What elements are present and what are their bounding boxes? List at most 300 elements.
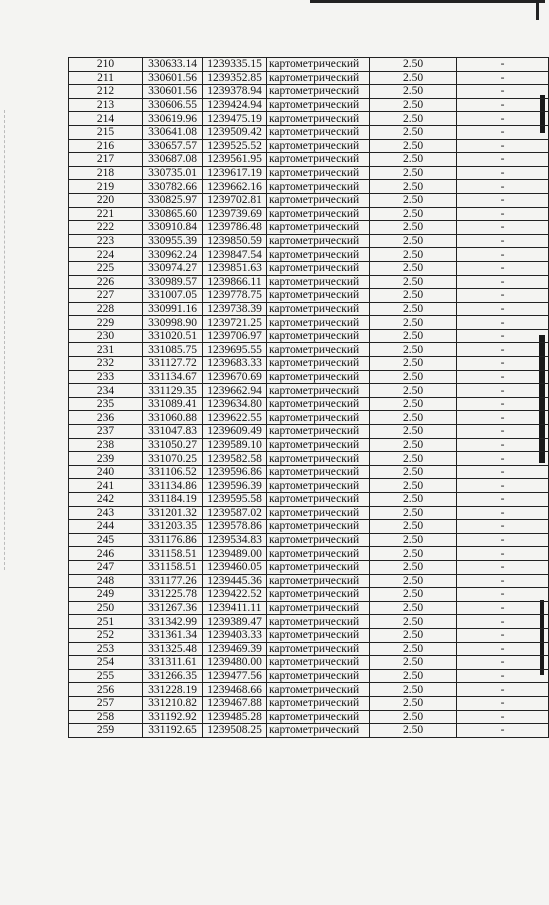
accuracy-cell: 2.50 [370,656,457,670]
accuracy-cell: 2.50 [370,601,457,615]
method-cell: картометрический [267,275,370,289]
accuracy-cell: 2.50 [370,125,457,139]
point-number-cell: 254 [69,656,143,670]
accuracy-cell: 2.50 [370,261,457,275]
method-cell: картометрический [267,112,370,126]
table-row [69,180,549,194]
table-row [69,397,549,411]
coordinates-table-body [69,58,549,738]
y-coordinate-cell: 1239534.83 [203,533,267,547]
y-coordinate-cell: 1239468.66 [203,683,267,697]
table-row [69,166,549,180]
method-cell: картометрический [267,642,370,656]
description-cell: - [457,180,549,194]
description-cell: - [457,112,549,126]
x-coordinate-cell: 331158.51 [143,560,203,574]
x-coordinate-cell: 331342.99 [143,615,203,629]
method-cell: картометрический [267,533,370,547]
description-cell: - [457,560,549,574]
accuracy-cell: 2.50 [370,275,457,289]
description-cell: - [457,71,549,85]
point-number-cell: 230 [69,329,143,343]
point-number-cell: 214 [69,112,143,126]
x-coordinate-cell: 330955.39 [143,234,203,248]
method-cell: картометрический [267,438,370,452]
x-coordinate-cell: 330601.56 [143,71,203,85]
description-cell: - [457,601,549,615]
description-cell: - [457,153,549,167]
y-coordinate-cell: 1239850.59 [203,234,267,248]
point-number-cell: 222 [69,221,143,235]
method-cell: картометрический [267,615,370,629]
table-row [69,493,549,507]
accuracy-cell: 2.50 [370,533,457,547]
description-cell: - [457,248,549,262]
y-coordinate-cell: 1239508.25 [203,724,267,738]
y-coordinate-cell: 1239469.39 [203,642,267,656]
x-coordinate-cell: 331267.36 [143,601,203,615]
method-cell: картометрический [267,452,370,466]
method-cell: картометрический [267,166,370,180]
x-coordinate-cell: 331060.88 [143,411,203,425]
method-cell: картометрический [267,506,370,520]
method-cell: картометрический [267,139,370,153]
y-coordinate-cell: 1239739.69 [203,207,267,221]
accuracy-cell: 2.50 [370,465,457,479]
point-number-cell: 226 [69,275,143,289]
point-number-cell: 251 [69,615,143,629]
y-coordinate-cell: 1239596.39 [203,479,267,493]
point-number-cell: 235 [69,397,143,411]
table-row [69,370,549,384]
method-cell: картометрический [267,234,370,248]
accuracy-cell: 2.50 [370,669,457,683]
description-cell: - [457,329,549,343]
table-row [69,615,549,629]
point-number-cell: 237 [69,425,143,439]
method-cell: картометрический [267,384,370,398]
description-cell: - [457,574,549,588]
method-cell: картометрический [267,479,370,493]
y-coordinate-cell: 1239445.36 [203,574,267,588]
accuracy-cell: 2.50 [370,397,457,411]
description-cell: - [457,357,549,371]
description-cell: - [457,710,549,724]
method-cell: картометрический [267,601,370,615]
point-number-cell: 252 [69,628,143,642]
table-row [69,98,549,112]
description-cell: - [457,588,549,602]
table-row [69,234,549,248]
point-number-cell: 211 [69,71,143,85]
accuracy-cell: 2.50 [370,438,457,452]
y-coordinate-cell: 1239786.48 [203,221,267,235]
y-coordinate-cell: 1239424.94 [203,98,267,112]
x-coordinate-cell: 331047.83 [143,425,203,439]
description-cell: - [457,125,549,139]
table-row [69,533,549,547]
y-coordinate-cell: 1239721.25 [203,316,267,330]
table-row [69,710,549,724]
table-row [69,329,549,343]
y-coordinate-cell: 1239352.85 [203,71,267,85]
accuracy-cell: 2.50 [370,683,457,697]
method-cell: картометрический [267,574,370,588]
table-row [69,438,549,452]
accuracy-cell: 2.50 [370,207,457,221]
x-coordinate-cell: 331158.51 [143,547,203,561]
method-cell: картометрический [267,71,370,85]
point-number-cell: 234 [69,384,143,398]
y-coordinate-cell: 1239460.05 [203,560,267,574]
point-number-cell: 236 [69,411,143,425]
point-number-cell: 248 [69,574,143,588]
description-cell: - [457,696,549,710]
method-cell: картометрический [267,683,370,697]
accuracy-cell: 2.50 [370,588,457,602]
point-number-cell: 240 [69,465,143,479]
table-row [69,411,549,425]
accuracy-cell: 2.50 [370,425,457,439]
method-cell: картометрический [267,261,370,275]
description-cell: - [457,316,549,330]
table-row [69,465,549,479]
x-coordinate-cell: 331129.35 [143,384,203,398]
table-row [69,560,549,574]
table-row [69,248,549,262]
point-number-cell: 259 [69,724,143,738]
table-row [69,221,549,235]
method-cell: картометрический [267,520,370,534]
description-cell: - [457,343,549,357]
x-coordinate-cell: 331325.48 [143,642,203,656]
accuracy-cell: 2.50 [370,316,457,330]
method-cell: картометрический [267,724,370,738]
table-row [69,112,549,126]
x-coordinate-cell: 331134.86 [143,479,203,493]
description-cell: - [457,547,549,561]
point-number-cell: 253 [69,642,143,656]
table-row [69,683,549,697]
x-coordinate-cell: 331192.65 [143,724,203,738]
x-coordinate-cell: 331228.19 [143,683,203,697]
y-coordinate-cell: 1239467.88 [203,696,267,710]
point-number-cell: 241 [69,479,143,493]
point-number-cell: 255 [69,669,143,683]
method-cell: картометрический [267,547,370,561]
x-coordinate-cell: 331089.41 [143,397,203,411]
point-number-cell: 231 [69,343,143,357]
method-cell: картометрический [267,628,370,642]
accuracy-cell: 2.50 [370,547,457,561]
y-coordinate-cell: 1239706.97 [203,329,267,343]
table-row [69,588,549,602]
table-row [69,384,549,398]
x-coordinate-cell: 330962.24 [143,248,203,262]
y-coordinate-cell: 1239477.56 [203,669,267,683]
y-coordinate-cell: 1239578.86 [203,520,267,534]
table-row [69,479,549,493]
accuracy-cell: 2.50 [370,248,457,262]
description-cell: - [457,520,549,534]
accuracy-cell: 2.50 [370,234,457,248]
description-cell: - [457,397,549,411]
y-coordinate-cell: 1239589.10 [203,438,267,452]
x-coordinate-cell: 330991.16 [143,302,203,316]
point-number-cell: 258 [69,710,143,724]
y-coordinate-cell: 1239561.95 [203,153,267,167]
x-coordinate-cell: 331184.19 [143,493,203,507]
accuracy-cell: 2.50 [370,343,457,357]
description-cell: - [457,628,549,642]
accuracy-cell: 2.50 [370,642,457,656]
table-row [69,316,549,330]
method-cell: картометрический [267,248,370,262]
x-coordinate-cell: 331311.61 [143,656,203,670]
method-cell: картометрический [267,193,370,207]
coordinates-table [68,57,549,738]
accuracy-cell: 2.50 [370,615,457,629]
x-coordinate-cell: 330601.56 [143,85,203,99]
y-coordinate-cell: 1239403.33 [203,628,267,642]
accuracy-cell: 2.50 [370,98,457,112]
accuracy-cell: 2.50 [370,574,457,588]
table-row [69,574,549,588]
description-cell: - [457,479,549,493]
description-cell: - [457,85,549,99]
x-coordinate-cell: 330782.66 [143,180,203,194]
accuracy-cell: 2.50 [370,329,457,343]
description-cell: - [457,302,549,316]
x-coordinate-cell: 331050.27 [143,438,203,452]
x-coordinate-cell: 331127.72 [143,357,203,371]
method-cell: картометрический [267,425,370,439]
accuracy-cell: 2.50 [370,452,457,466]
method-cell: картометрический [267,656,370,670]
description-cell: - [457,465,549,479]
point-number-cell: 229 [69,316,143,330]
description-cell: - [457,615,549,629]
y-coordinate-cell: 1239587.02 [203,506,267,520]
description-cell: - [457,275,549,289]
scan-edge-line [310,0,545,3]
y-coordinate-cell: 1239866.11 [203,275,267,289]
description-cell: - [457,642,549,656]
accuracy-cell: 2.50 [370,493,457,507]
description-cell: - [457,724,549,738]
y-coordinate-cell: 1239335.15 [203,58,267,72]
y-coordinate-cell: 1239525.52 [203,139,267,153]
method-cell: картометрический [267,357,370,371]
point-number-cell: 249 [69,588,143,602]
x-coordinate-cell: 330606.55 [143,98,203,112]
y-coordinate-cell: 1239378.94 [203,85,267,99]
y-coordinate-cell: 1239596.86 [203,465,267,479]
point-number-cell: 232 [69,357,143,371]
accuracy-cell: 2.50 [370,71,457,85]
x-coordinate-cell: 331134.67 [143,370,203,384]
table-row [69,153,549,167]
table-row [69,275,549,289]
method-cell: картометрический [267,343,370,357]
y-coordinate-cell: 1239851.63 [203,261,267,275]
description-cell: - [457,261,549,275]
y-coordinate-cell: 1239670.69 [203,370,267,384]
method-cell: картометрический [267,98,370,112]
y-coordinate-cell: 1239422.52 [203,588,267,602]
x-coordinate-cell: 331225.78 [143,588,203,602]
description-cell: - [457,58,549,72]
accuracy-cell: 2.50 [370,479,457,493]
y-coordinate-cell: 1239738.39 [203,302,267,316]
table-row [69,343,549,357]
method-cell: картометрический [267,329,370,343]
point-number-cell: 238 [69,438,143,452]
x-coordinate-cell: 331020.51 [143,329,203,343]
method-cell: картометрический [267,180,370,194]
y-coordinate-cell: 1239683.33 [203,357,267,371]
table-row [69,125,549,139]
accuracy-cell: 2.50 [370,166,457,180]
y-coordinate-cell: 1239622.55 [203,411,267,425]
method-cell: картометрический [267,710,370,724]
method-cell: картометрический [267,397,370,411]
point-number-cell: 224 [69,248,143,262]
y-coordinate-cell: 1239695.55 [203,343,267,357]
point-number-cell: 225 [69,261,143,275]
method-cell: картометрический [267,153,370,167]
accuracy-cell: 2.50 [370,411,457,425]
x-coordinate-cell: 331177.26 [143,574,203,588]
x-coordinate-cell: 331192.92 [143,710,203,724]
description-cell: - [457,221,549,235]
point-number-cell: 245 [69,533,143,547]
x-coordinate-cell: 331176.86 [143,533,203,547]
scan-edge-corner [536,2,539,20]
y-coordinate-cell: 1239475.19 [203,112,267,126]
table-row [69,452,549,466]
description-cell: - [457,683,549,697]
y-coordinate-cell: 1239480.00 [203,656,267,670]
method-cell: картометрический [267,125,370,139]
x-coordinate-cell: 330825.97 [143,193,203,207]
y-coordinate-cell: 1239485.28 [203,710,267,724]
description-cell: - [457,438,549,452]
description-cell: - [457,166,549,180]
x-coordinate-cell: 331007.05 [143,289,203,303]
accuracy-cell: 2.50 [370,520,457,534]
y-coordinate-cell: 1239778.75 [203,289,267,303]
x-coordinate-cell: 330735.01 [143,166,203,180]
x-coordinate-cell: 331106.52 [143,465,203,479]
accuracy-cell: 2.50 [370,193,457,207]
y-coordinate-cell: 1239509.42 [203,125,267,139]
accuracy-cell: 2.50 [370,85,457,99]
accuracy-cell: 2.50 [370,560,457,574]
scan-fold-line [4,110,6,570]
table-row [69,289,549,303]
table-row [69,628,549,642]
accuracy-cell: 2.50 [370,696,457,710]
description-cell: - [457,506,549,520]
accuracy-cell: 2.50 [370,506,457,520]
description-cell: - [457,193,549,207]
accuracy-cell: 2.50 [370,628,457,642]
point-number-cell: 218 [69,166,143,180]
y-coordinate-cell: 1239847.54 [203,248,267,262]
table-row [69,642,549,656]
accuracy-cell: 2.50 [370,153,457,167]
y-coordinate-cell: 1239489.00 [203,547,267,561]
point-number-cell: 220 [69,193,143,207]
table-row [69,669,549,683]
method-cell: картометрический [267,465,370,479]
point-number-cell: 233 [69,370,143,384]
x-coordinate-cell: 331085.75 [143,343,203,357]
table-row [69,547,549,561]
method-cell: картометрический [267,560,370,574]
method-cell: картометрический [267,493,370,507]
point-number-cell: 221 [69,207,143,221]
table-row [69,506,549,520]
method-cell: картометрический [267,85,370,99]
method-cell: картометрический [267,696,370,710]
description-cell: - [457,533,549,547]
accuracy-cell: 2.50 [370,58,457,72]
table-row [69,656,549,670]
description-cell: - [457,98,549,112]
description-cell: - [457,234,549,248]
x-coordinate-cell: 330989.57 [143,275,203,289]
description-cell: - [457,669,549,683]
description-cell: - [457,384,549,398]
accuracy-cell: 2.50 [370,710,457,724]
x-coordinate-cell: 330865.60 [143,207,203,221]
point-number-cell: 212 [69,85,143,99]
x-coordinate-cell: 331201.32 [143,506,203,520]
y-coordinate-cell: 1239411.11 [203,601,267,615]
point-number-cell: 215 [69,125,143,139]
y-coordinate-cell: 1239582.58 [203,452,267,466]
description-cell: - [457,656,549,670]
description-cell: - [457,207,549,221]
point-number-cell: 217 [69,153,143,167]
accuracy-cell: 2.50 [370,221,457,235]
method-cell: картометрический [267,207,370,221]
table-row [69,85,549,99]
description-cell: - [457,452,549,466]
point-number-cell: 216 [69,139,143,153]
method-cell: картометрический [267,221,370,235]
point-number-cell: 250 [69,601,143,615]
description-cell: - [457,289,549,303]
x-coordinate-cell: 330910.84 [143,221,203,235]
x-coordinate-cell: 330998.90 [143,316,203,330]
table-row [69,425,549,439]
table-row [69,357,549,371]
table-row [69,71,549,85]
accuracy-cell: 2.50 [370,289,457,303]
method-cell: картометрический [267,58,370,72]
table-row [69,139,549,153]
table-row [69,207,549,221]
point-number-cell: 244 [69,520,143,534]
point-number-cell: 223 [69,234,143,248]
point-number-cell: 243 [69,506,143,520]
y-coordinate-cell: 1239702.81 [203,193,267,207]
table-row [69,58,549,72]
x-coordinate-cell: 330619.96 [143,112,203,126]
